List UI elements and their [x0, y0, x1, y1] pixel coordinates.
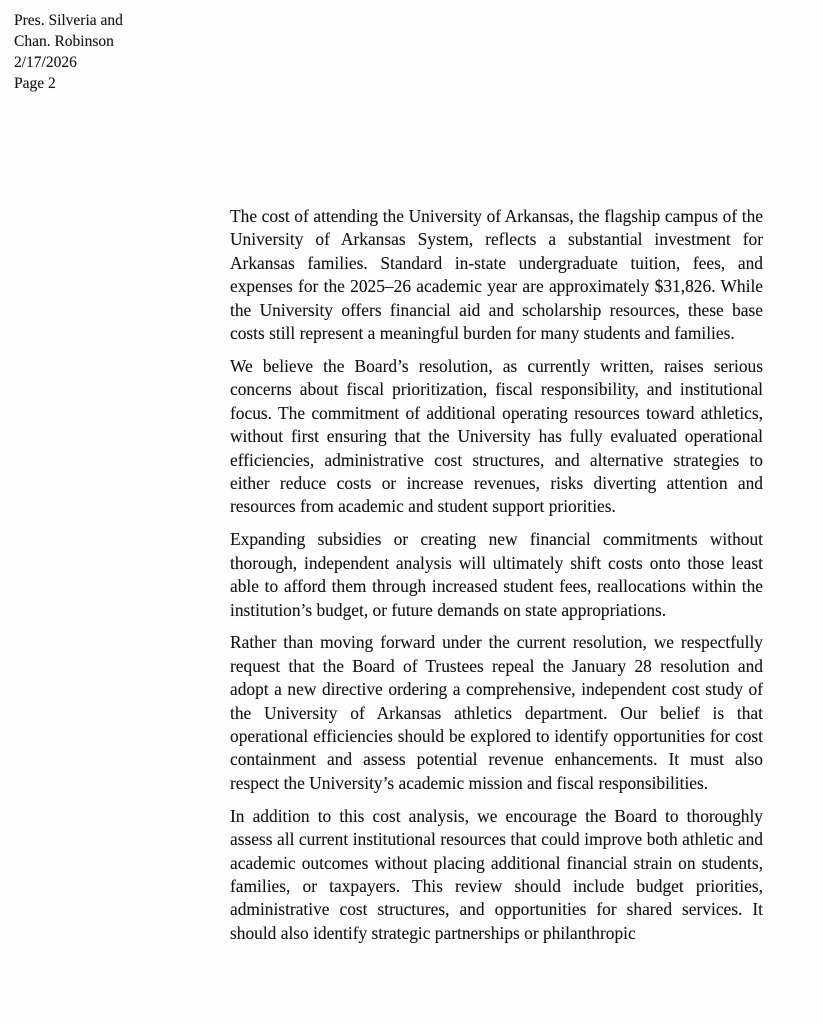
header-recipient-line-1: Pres. Silveria and	[14, 12, 123, 29]
header-date: 2/17/2026	[14, 54, 77, 71]
letter-body	[230, 205, 763, 945]
body-paragraph-4: Rather than moving forward under the current resolution, we respectfully request that the Board of Trustees repeal the January 28 resolution and adopt a new directive ordering a comprehensive, independent cost study of the University of Arkansas athletics department. Our belief is that operational efficiencies should be explored to identify opportunities for cost containment and assess potential revenue enhancements. It must also respect the University’s academic mission and fiscal responsibilities.	[230, 632, 763, 793]
body-paragraph-5: In addition to this cost analysis, we encourage the Board to thoroughly assess all current institutional resources that could improve both athletic and academic outcomes without placing additional financial strain on students, families, or taxpayers. This review should include budget priorities, administrative cost structures, and opportunities for shared services. It should also identify strategic partnerships or philanthropic	[230, 805, 763, 943]
body-paragraph-1: The cost of attending the University of Arkansas, the flagship campus of the University of Arkansas System, reflects a substantial investment for Arkansas families. Standard in-state undergraduate tuition, fees, and expenses for the 2025–26 academic year are approximately $31,826. While the University offers financial aid and scholarship resources, these base costs still represent a meaningful burden for many students and families.	[230, 206, 763, 344]
body-paragraph-3: Expanding subsidies or creating new financial commitments without thorough, independent analysis will ultimately shift costs onto those least able to afford them through increased student fees, reallocations within the institution’s budget, or future demands on state appropriations.	[230, 529, 763, 620]
page-header	[14, 10, 123, 94]
header-recipient-line-2: Chan. Robinson	[14, 33, 114, 50]
header-page-label: Page 2	[14, 75, 56, 92]
body-paragraph-2: We believe the Board’s resolution, as currently written, raises serious concerns about fiscal prioritization, fiscal responsibility, and institutional focus. The commitment of additional operating resources toward athletics, without first ensuring that the University has fully evaluated operational efficiencies, administrative cost structures, and alternative strategies to either reduce costs or increase revenues, risks diverting attention and resources from academic and student support priorities.	[230, 355, 763, 517]
